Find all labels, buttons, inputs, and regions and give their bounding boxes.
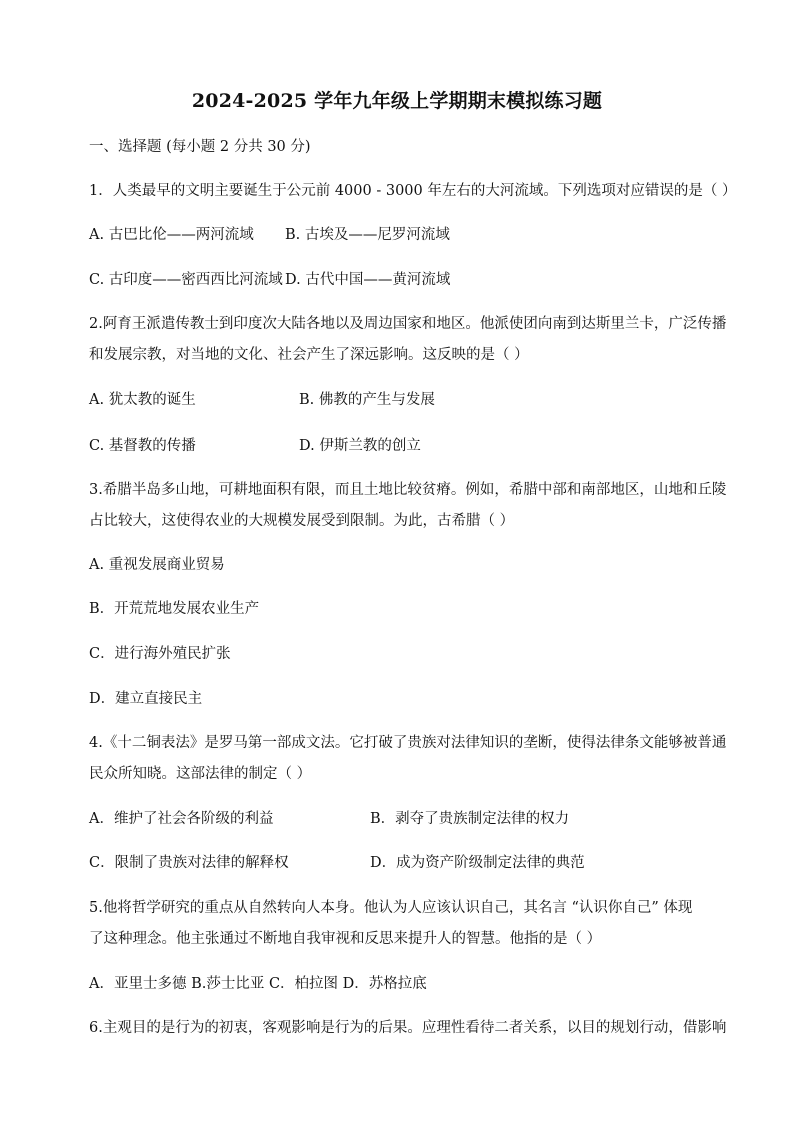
question-4-stem-line-1: 4.《十二铜表法》是罗马第一部成文法。它打破了贵族对法律知识的垄断，使得法律条文能够被普通 bbox=[89, 735, 727, 751]
question-3-stem-line-2: 占比较大，这使得农业的大规模发展受到限制。为此，古希腊（ ） bbox=[89, 513, 515, 529]
question-2-options-row-2 bbox=[89, 436, 421, 456]
question-2-option-c: C. 基督教的传播 bbox=[89, 438, 196, 454]
question-2-stem-line-2: 和发展宗教，对当地的文化、社会产生了深远影响。这反映的是（ ） bbox=[89, 347, 529, 363]
question-1-options-row-2 bbox=[89, 270, 450, 290]
question-4-option-d: D．成为资产阶级制定法律的典范 bbox=[370, 855, 585, 871]
question-1-stem: 1．人类最早的文明主要诞生于公元前 4000 - 3000 年左右的大河流域。下列选项对应错误的是（ ） bbox=[89, 183, 737, 199]
question-1-option-b: B. 古埃及——尼罗河流域 bbox=[285, 227, 450, 243]
question-5-options: A．亚里士多德 B.莎士比亚 C．柏拉图 D．苏格拉底 bbox=[89, 976, 427, 992]
question-1-option-a: A. 古巴比伦——两河流域 bbox=[89, 227, 254, 243]
question-4-option-a: A．维护了社会各阶级的利益 bbox=[89, 811, 274, 827]
question-4-options-row-1 bbox=[89, 809, 569, 829]
question-3-option-d: D．建立直接民主 bbox=[89, 691, 203, 707]
question-3-stem-line-1: 3.希腊半岛多山地，可耕地面积有限，而且土地比较贫瘠。例如，希腊中部和南部地区，山地和丘陵 bbox=[89, 482, 727, 498]
question-3-option-c: C．进行海外殖民扩张 bbox=[89, 646, 231, 662]
question-2-options-row-1 bbox=[89, 390, 435, 410]
question-6-stem-line-1: 6.主观目的是行为的初衷，客观影响是行为的后果。应理性看待二者关系，以目的规划行动，借影响 bbox=[89, 1020, 727, 1036]
question-4-stem-line-2: 民众所知晓。这部法律的制定（ ） bbox=[89, 766, 312, 782]
question-5-stem-line-2: 了这种理念。他主张通过不断地自我审视和反思来提升人的智慧。他指的是（ ） bbox=[89, 931, 602, 947]
page-title: 2024-2025 学年九年级上学期期末模拟练习题 bbox=[191, 90, 603, 112]
question-4-option-c: C．限制了贵族对法律的解释权 bbox=[89, 855, 289, 871]
question-2-option-a: A. 犹太教的诞生 bbox=[89, 392, 196, 408]
question-4-options-row-2 bbox=[89, 853, 585, 873]
question-3-option-a: A. 重视发展商业贸易 bbox=[89, 557, 225, 573]
question-2-option-b: B. 佛教的产生与发展 bbox=[299, 392, 435, 408]
question-2-option-d: D. 伊斯兰教的创立 bbox=[299, 438, 421, 454]
question-2-stem-line-1: 2.阿育王派遣传教士到印度次大陆各地以及周边国家和地区。他派使团向南到达斯里兰卡，广泛传播 bbox=[89, 316, 727, 332]
question-1-option-c: C. 古印度——密西西比河流域 bbox=[89, 272, 283, 288]
question-1-options-row-1 bbox=[89, 225, 450, 245]
question-4-option-b: B．剥夺了贵族制定法律的权力 bbox=[370, 811, 570, 827]
question-5-stem-line-1: 5.他将哲学研究的重点从自然转向人本身。他认为人应该认识自己，其名言 “认识你自己” 体现 bbox=[89, 900, 693, 916]
question-1-option-d: D. 古代中国——黄河流域 bbox=[285, 272, 451, 288]
section-heading: 一、选择题 (每小题 2 分共 30 分) bbox=[89, 139, 311, 155]
question-3-option-b: B．开荒荒地发展农业生产 bbox=[89, 601, 260, 617]
